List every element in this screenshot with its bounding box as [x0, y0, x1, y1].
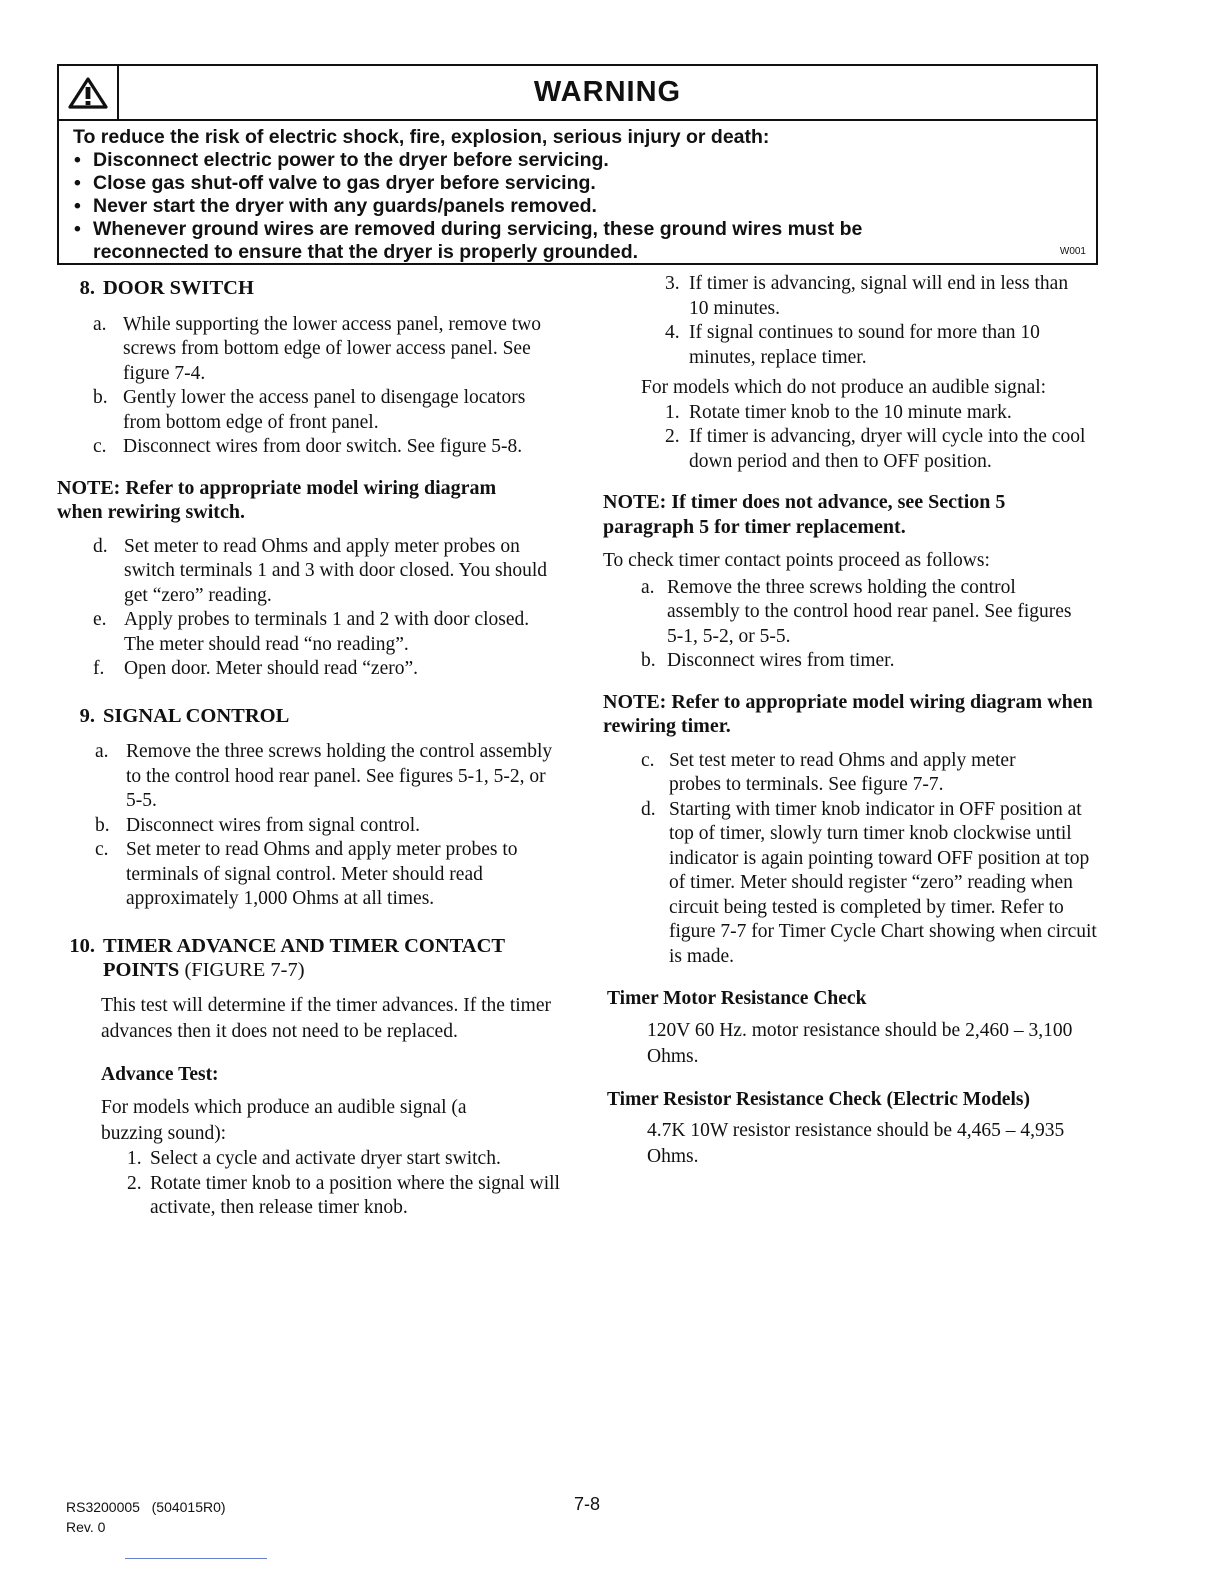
- door-switch-steps-2: [57, 535, 562, 682]
- note-timer-wiring: NOTE: Refer to appropriate model wiring diagram when rewiring timer.: [603, 690, 1093, 737]
- warning-title: WARNING: [533, 76, 682, 108]
- list-item: c. Disconnect wires from door switch. See figure 5-8.: [93, 436, 523, 457]
- list-item: a. Remove the three screws holding the control assembly to the control hood rear panel. See figures 5-1, 5-2, or 5-5.: [641, 576, 1072, 647]
- audible-steps: [101, 1147, 562, 1221]
- warning-lead: To reduce the risk of electric shock, fire, explosion, serious injury or death:: [73, 126, 770, 148]
- warning-bullet: • Close gas shut-off valve to gas dryer before servicing.: [74, 172, 596, 194]
- contact-steps: [603, 576, 1108, 674]
- signal-control-steps: [57, 740, 562, 912]
- warning-bullets: [73, 149, 1086, 264]
- note-timer-advance: NOTE: If timer does not advance, see Section 5 paragraph 5 for timer replacement.: [603, 491, 1006, 538]
- warning-code: W001: [1059, 246, 1086, 257]
- list-item: e. Apply probes to terminals 1 and 2 with door closed. The meter should read “no reading”.: [93, 609, 530, 655]
- list-item: f. Open door. Meter should read “zero”.: [93, 658, 419, 679]
- warning-bullet: • Disconnect electric power to the dryer before servicing.: [74, 149, 609, 171]
- contact-intro: To check timer contact points proceed as follows:: [603, 550, 990, 571]
- list-item: b. Disconnect wires from timer.: [641, 650, 895, 671]
- list-item: 2. If timer is advancing, dryer will cycle into the cool down period and then to OFF position.: [665, 426, 1086, 472]
- warning-box: [57, 64, 1098, 265]
- warning-triangle-icon: [68, 77, 108, 109]
- silent-steps: [603, 401, 1108, 475]
- warning-body: [73, 126, 1086, 264]
- list-item: c. Set meter to read Ohms and apply meter probes to terminals of signal control. Meter should read approximately 1,000 Ohms at all times.: [95, 839, 518, 909]
- motor-resistance-text: 120V 60 Hz. motor resistance should be 2,460 – 3,100 Ohms.: [647, 1019, 1073, 1067]
- list-item: b. Disconnect wires from signal control.: [95, 814, 421, 836]
- list-item: d. Starting with timer knob indicator in OFF position at top of timer, slowly turn timer knob clockwise until indicator is again pointing toward OFF position at top of timer. Meter should register “zero” reading when circuit being tested is completed by timer. Refer to figure 7-7 for Timer Cycle Chart showing when circuit is made.: [641, 798, 1097, 967]
- list-item: 1. Select a cycle and activate dryer start switch.: [127, 1148, 501, 1169]
- page-number: 7-8: [574, 1494, 601, 1514]
- section-heading-timer: 10. TIMER ADVANCE AND TIMER CONTACT POINTS (FIGURE 7-7): [69, 934, 505, 981]
- list-item: 4. If signal continues to sound for more than 10 minutes, replace timer.: [665, 322, 1040, 368]
- advance-test-heading: Advance Test:: [101, 1063, 219, 1085]
- revision: Rev. 0: [66, 1519, 106, 1535]
- audible-intro: For models which produce an audible signal (a buzzing sound):: [101, 1097, 467, 1144]
- audible-steps-continued: [603, 272, 1108, 370]
- section-heading-door-switch: 8. DOOR SWITCH: [79, 277, 254, 299]
- resistor-resistance-text: 4.7K 10W resistor resistance should be 4,465 – 4,935 Ohms.: [647, 1120, 1065, 1167]
- warning-header: [59, 66, 1096, 121]
- door-switch-steps: [57, 313, 562, 460]
- warning-icon-box: [59, 66, 119, 119]
- list-item: c. Set test meter to read Ohms and apply meter probes to terminals. See figure 7-7.: [641, 749, 1016, 795]
- list-item: 2. Rotate timer knob to a position where the signal will activate, then release timer knob.: [127, 1172, 560, 1218]
- timer-intro: This test will determine if the timer advances. If the timer advances then it does not need to be replaced.: [101, 994, 551, 1042]
- list-item: a. While supporting the lower access panel, remove two screws from bottom edge of lower access panel. See figure 7-4.: [93, 313, 542, 384]
- warning-bullet: • Never start the dryer with any guards/panels removed.: [74, 195, 597, 217]
- silent-intro: For models which do not produce an audible signal:: [641, 377, 1047, 398]
- divider: [125, 1558, 267, 1559]
- timer-body: [57, 993, 562, 1221]
- list-item: b. Gently lower the access panel to disengage locators from bottom edge of front panel.: [93, 387, 526, 433]
- contact-steps-2: [603, 749, 1108, 970]
- list-item: a. Remove the three screws holding the control assembly to the control hood rear panel. See figures 5-1, 5-2, or 5-5.: [95, 741, 553, 811]
- footer-doc-info: [66, 1497, 226, 1537]
- warning-bullet: • Whenever ground wires are removed during servicing, these ground wires must be reconnected to ensure that the dryer is properly grounded.: [74, 218, 863, 263]
- section-heading-signal-control: 9. SIGNAL CONTROL: [79, 704, 290, 727]
- list-item: d. Set meter to read Ohms and apply meter probes on switch terminals 1 and 3 with door closed. You should get “zero” reading.: [93, 535, 548, 606]
- doc-code: RS3200005 (504015R0): [66, 1499, 226, 1515]
- list-item: 3. If timer is advancing, signal will end in less than 10 minutes.: [665, 273, 1069, 319]
- resistor-resistance-heading: Timer Resistor Resistance Check (Electric Models): [607, 1088, 1030, 1110]
- right-column: [603, 272, 1108, 1170]
- motor-resistance-heading: Timer Motor Resistance Check: [607, 988, 867, 1009]
- left-column: [57, 276, 562, 1221]
- list-item: 1. Rotate timer knob to the 10 minute mark.: [665, 401, 1012, 423]
- note-door-switch: NOTE: Refer to appropriate model wiring diagram when rewiring switch.: [57, 476, 497, 523]
